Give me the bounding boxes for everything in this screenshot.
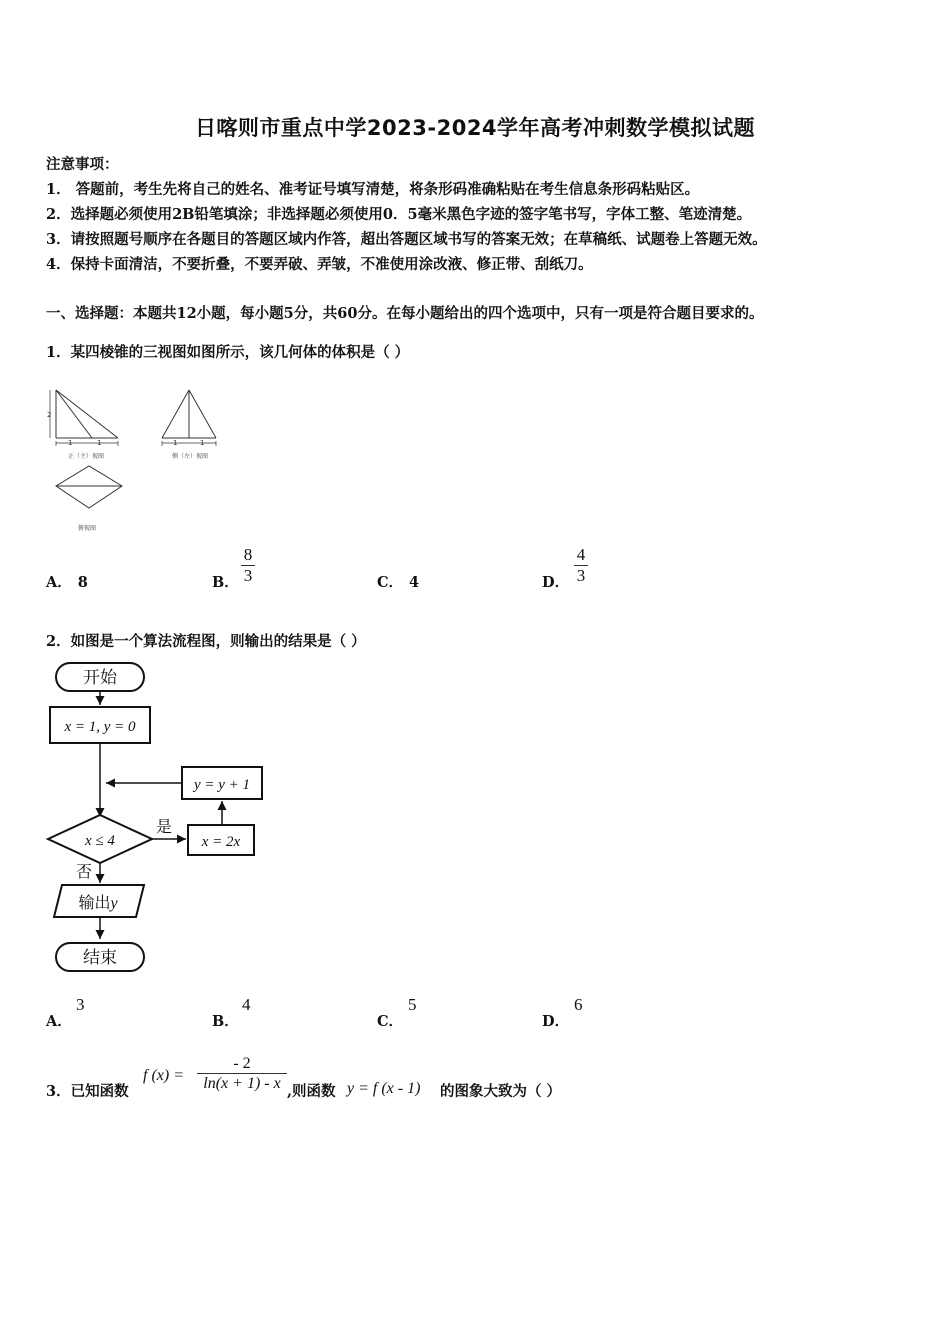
notice-item: 4．保持卡面清洁，不要折叠，不要弄破、弄皱，不准使用涂改液、修正带、刮纸刀。 (46, 256, 593, 273)
q2-option-b[interactable]: B． (212, 1013, 239, 1030)
q2-option-a[interactable]: A． (46, 1013, 72, 1030)
q2-option-d-value: 6 (574, 995, 583, 1014)
q1-option-b[interactable]: B． (212, 574, 239, 591)
question-3-gx: y = f (x - 1) (347, 1080, 421, 1097)
flow-update-x-label: x = 2x (201, 834, 241, 850)
side-view-label: 侧（左）视图 (172, 453, 209, 460)
q2-option-a-value: 3 (76, 995, 85, 1014)
q1-option-d[interactable]: D． (542, 574, 570, 591)
q2-option-c[interactable]: C． (377, 1013, 404, 1030)
flow-yes-label: 是 (156, 817, 173, 836)
dim-label: 1 (68, 439, 73, 447)
question-1-stem: 1．某四棱锥的三视图如图所示，该几何体的体积是（ ） (46, 344, 410, 361)
question-3-suffix: 的图象大致为（ ） (440, 1083, 562, 1100)
question-3-fx: f (x) = (143, 1067, 184, 1084)
top-view-label: 俯视图 (78, 525, 97, 532)
flow-output-label: 输出y (78, 893, 118, 912)
notice-item: 3．请按照题号顺序在各题目的答题区域内作答，超出答题区域书写的答案无效；在草稿纸、试题卷上答题无效。 (46, 231, 767, 248)
section-heading: 一、选择题：本题共12小题，每小题5分，共60分。在每小题给出的四个选项中，只有一项是符合题目要求的。 (46, 305, 764, 322)
flow-init-label: x = 1, y = 0 (64, 719, 136, 735)
notice-heading: 注意事项： (46, 156, 119, 173)
flow-condition-label: x ≤ 4 (85, 833, 115, 849)
dim-label: 1 (97, 439, 102, 447)
flow-start-label: 开始 (83, 668, 117, 688)
dim-label: 1 (173, 439, 178, 447)
question-3-fraction: $\frac{- 2}{\ln(x + 1) - x}$ (197, 1054, 287, 1093)
question-3-prefix: 3．已知函数 (46, 1083, 129, 1100)
front-view (50, 390, 118, 446)
notice-item: 2．选择题必须使用2B铅笔填涂；非选择题必须使用0．5毫米黑色字迹的签字笔书写，字体工整、笔迹清楚。 (46, 206, 752, 223)
side-view (162, 390, 216, 446)
flow-end-label: 结束 (83, 948, 117, 968)
q1-option-a[interactable]: A． 8 (46, 574, 88, 591)
three-view-figure (40, 380, 240, 540)
flowchart (40, 655, 280, 985)
flow-update-y-label: y = y + 1 (193, 777, 251, 793)
question-3-middle: ,则函数 (287, 1083, 336, 1100)
notice-item: 1． 答题前，考生先将自己的姓名、准考证号填写清楚，将条形码准确粘贴在考生信息条形码粘贴区。 (46, 181, 700, 198)
q1-option-d-fraction: $\frac{4}{3}$ (574, 545, 588, 586)
dim-label: 1 (200, 439, 205, 447)
question-2-stem: 2．如图是一个算法流程图，则输出的结果是（ ） (46, 633, 366, 650)
q1-option-c[interactable]: C． 4 (377, 574, 420, 591)
front-view-label: 正（主）视图 (68, 453, 105, 460)
q2-option-c-value: 5 (408, 995, 417, 1014)
flow-no-label: 否 (76, 862, 93, 881)
q1-option-b-fraction: $\frac{8}{3}$ (241, 545, 255, 586)
q2-option-d[interactable]: D． (542, 1013, 570, 1030)
page-title: 日喀则市重点中学2023-2024学年高考冲刺数学模拟试题 (194, 116, 756, 140)
q2-option-b-value: 4 (242, 995, 251, 1014)
top-view (56, 466, 122, 508)
dim-height-label: 2 (47, 411, 52, 419)
